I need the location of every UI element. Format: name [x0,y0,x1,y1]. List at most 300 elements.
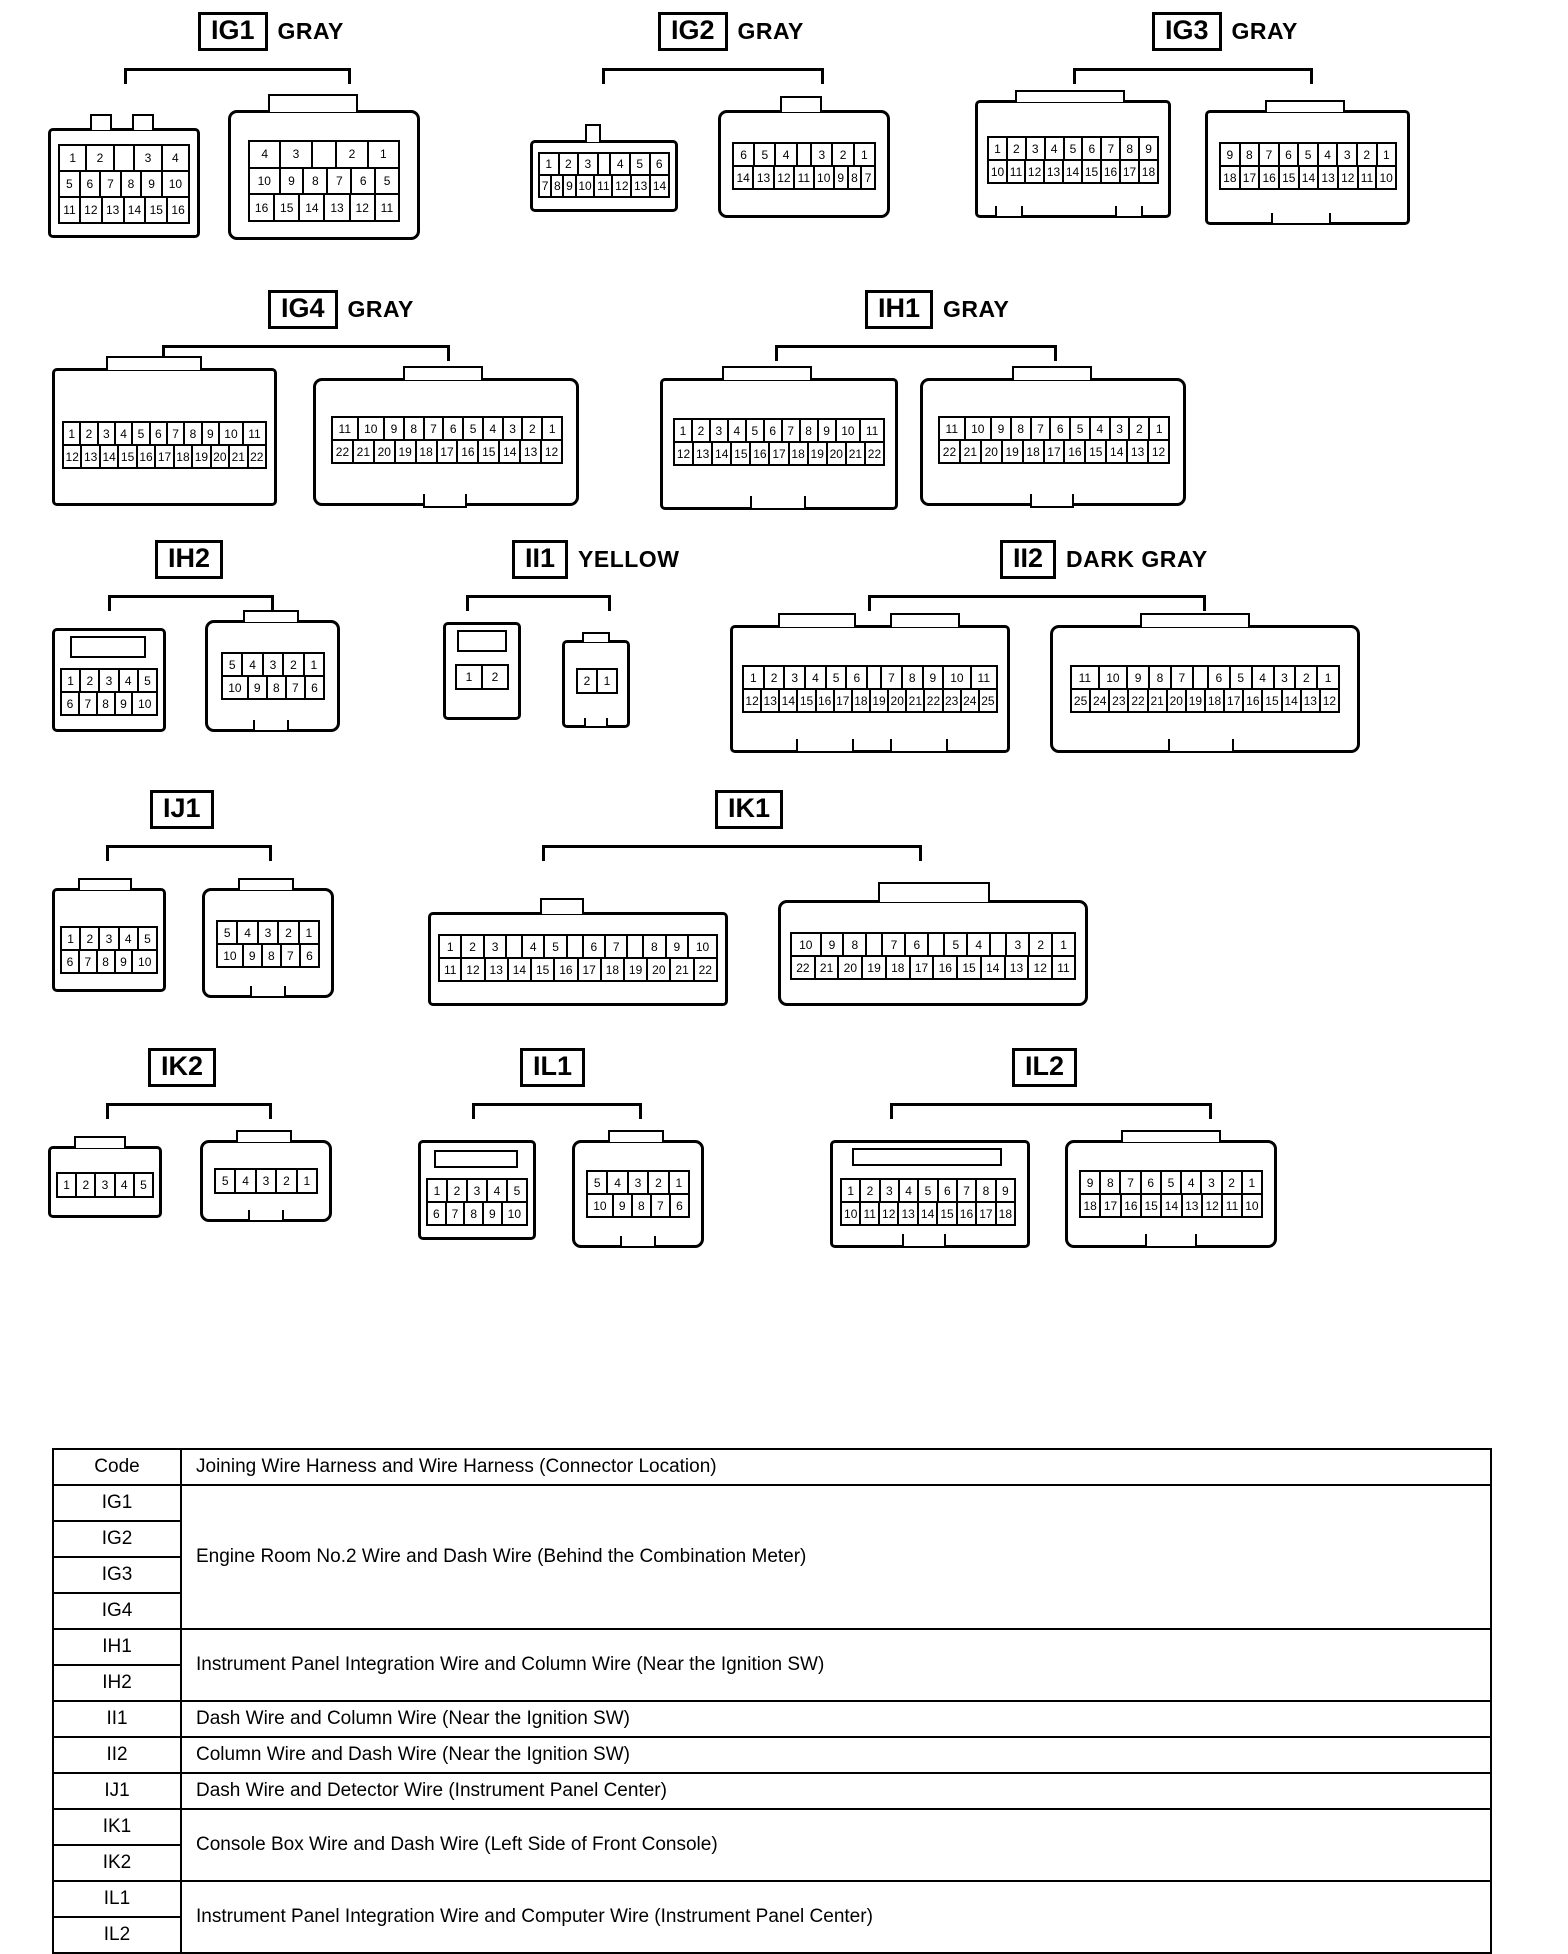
pin-cell: 11 [859,420,883,441]
pin-cell: 19 [1001,441,1022,462]
pin-cell: 8 [975,1180,994,1201]
pin-row [734,144,874,165]
pin-cell: 17 [1119,161,1138,182]
pin-cell: 20 [210,446,228,467]
pin-cell: 5 [543,936,565,957]
pin-cell: 8 [550,176,562,196]
code-box-ii1: II1 [512,540,568,579]
pin-cell: 2 [691,420,709,441]
latch-tab [1140,613,1250,627]
pin-grid-ih2-right [221,652,325,700]
pin-cell: 25 [1073,693,1088,708]
pin-cell: 9 [817,420,835,441]
pin-row [60,146,188,170]
pin-cell: 14 [917,1203,936,1224]
pin-cell: 16 [956,1203,975,1224]
pin-cell: 15 [1278,167,1298,188]
pin-cell: 13 [519,441,540,462]
mount-tab [796,739,854,753]
pin-cell: 10 [501,1203,526,1224]
pin-row [440,936,716,957]
pin-row [58,1174,152,1196]
pin-cell: 4 [609,154,629,174]
pin-cell: 20 [646,959,669,980]
latch-tab [608,1130,664,1142]
pin-cell: 5 [65,177,73,191]
pin-cell: 20 [1166,690,1185,711]
pin-cell: 14 [99,446,117,467]
pin-cell: 19 [394,441,415,462]
pin-cell: 19 [1185,690,1204,711]
row-code: IG1 [53,1485,181,1521]
pin-cell-blank [989,934,1005,955]
pin-cell: 1 [679,423,687,438]
table-row [53,1809,1491,1845]
pin-cell: 9 [820,934,843,955]
pin-cell: 22 [693,959,716,980]
pin-cell: 6 [649,154,669,174]
pin-cell-blank [505,936,521,957]
pin-cell: 12 [65,449,79,464]
pin-cell: 10 [1375,167,1395,188]
pin-cell: 11 [593,176,611,196]
pin-cell: 2 [859,1180,878,1201]
pin-cell: 9 [612,1195,631,1216]
pin-cell: 22 [864,443,883,464]
row-description: Engine Room No.2 Wire and Dash Wire (Behind the Combination Meter) [181,1485,1491,1629]
latch-tab [722,366,812,380]
pin-cell: 3 [466,1180,486,1201]
mount-tab [1115,206,1143,218]
row-code: IK2 [53,1845,181,1881]
latch-tab [890,613,960,627]
row-description: Dash Wire and Detector Wire (Instrument Panel Center) [181,1773,1491,1809]
table-row [53,1629,1491,1665]
pin-cell: 16 [456,441,477,462]
pin-grid-ih2-left [60,668,158,716]
pin-cell: 17 [768,443,787,464]
pin-cell: 10 [813,167,833,188]
pin-cell: 8 [642,936,664,957]
pin-cell: 1 [1376,144,1396,165]
connector-ig3-left [975,100,1171,218]
row-code: IK1 [53,1809,181,1845]
pin-cell: 5 [593,1175,601,1190]
mount-tab [1271,213,1331,225]
pin-grid-il2-right [1079,1170,1263,1218]
pin-cell: 3 [783,667,804,688]
pin-row [223,675,323,698]
pin-cell: 6 [1207,667,1229,688]
pin-cell: 2 [75,1174,94,1196]
pin-cell: 9 [1226,147,1234,162]
pin-cell: 1 [994,141,1001,156]
row-description: Column Wire and Dash Wire (Near the Ignition SW) [181,1737,1491,1773]
latch-tab [132,114,154,130]
pin-cell: 2 [481,666,507,688]
pin-cell: 13 [752,167,772,188]
code-box-il1: IL1 [520,1048,585,1087]
pin-cell: 12 [773,167,793,188]
latch-tab [778,613,856,627]
pin-cell: 7 [880,667,901,688]
pin-cell: 1 [847,1183,854,1198]
pin-cell: 3 [279,142,310,167]
pin-cell: 14 [1298,167,1318,188]
pin-cell: 9 [247,677,266,698]
pin-cell: 16 [932,957,956,978]
pin-cell: 6 [299,945,318,966]
pin-cell: 1 [298,922,318,943]
pin-cell: 13 [897,1203,916,1224]
pin-row [744,688,996,711]
pin-cell: 14 [507,959,530,980]
pin-cell: 5 [228,657,236,672]
pin-row [540,174,668,196]
pin-cell: 12 [1201,1195,1221,1216]
table-row [53,1773,1491,1809]
pin-cell: 2 [1128,418,1148,439]
pin-cell: 18 [1223,170,1237,185]
row-description: Console Box Wire and Dash Wire (Left Side of Front Console) [181,1809,1491,1881]
pin-cell: 11 [1357,167,1376,188]
pin-cell: 12 [1024,161,1043,182]
pin-cell: 6 [937,1180,956,1201]
pin-cell-blank [1192,667,1207,688]
pin-cell: 18 [851,690,869,711]
pin-cell: 6 [432,1206,440,1221]
pin-cell: 1 [668,1172,688,1193]
pin-cell: 18 [1022,441,1043,462]
pin-cell: 6 [904,934,927,955]
pin-cell: 11 [338,421,352,436]
pin-cell: 18 [1204,690,1223,711]
pin-cell: 10 [1241,1195,1261,1216]
connector-ig2-left [530,140,678,212]
pin-cell: 8 [120,172,141,196]
group-label-ik1 [715,790,793,829]
pin-cell: 1 [367,142,398,167]
pin-cell: 9 [242,945,261,966]
code-box-ih2: IH2 [155,540,223,579]
pin-cell: 5 [133,1174,152,1196]
pin-cell: 18 [995,1203,1014,1224]
group-label-il2 [1012,1048,1087,1087]
connector-il1-right [572,1140,704,1248]
pin-cell: 25 [978,690,996,711]
pin-cell: 3 [1025,138,1044,159]
pin-grid-ii2-left [742,665,998,713]
group-label-ij1 [150,790,224,829]
code-box-ig1: IG1 [198,12,268,51]
pin-cell: 6 [149,423,166,444]
color-label-ih1: GRAY [943,296,1010,322]
pin-cell: 4 [774,144,795,165]
pin-cell: 10 [835,420,860,441]
pin-cell: 10 [844,1206,858,1221]
group-label-ii1 [512,540,679,579]
pin-cell: 16 [553,959,576,980]
pin-cell: 5 [131,423,148,444]
pin-cell: 20 [373,441,394,462]
latch-tab [78,878,132,890]
pin-row [216,1170,316,1192]
code-box-ik1: IK1 [715,790,783,829]
pin-cell: 3 [94,1174,113,1196]
pin-cell: 20 [887,690,905,711]
pin-cell: 9 [995,1180,1014,1201]
pin-cell: 3 [98,928,117,949]
pin-cell-blank [113,146,134,170]
pin-cell: 4 [966,934,989,955]
pin-cell: 15 [530,959,553,980]
pin-cell: 11 [1006,161,1024,182]
pin-cell: 10 [131,951,156,972]
bracket-ih1 [775,345,1057,361]
pin-cell: 19 [869,690,887,711]
pin-cell: 2 [446,1180,466,1201]
pin-cell: 11 [793,167,812,188]
pin-grid-ik1-left [438,934,718,982]
pin-cell: 16 [166,198,188,222]
pin-cell: 7 [956,1180,975,1201]
pin-row [333,418,561,439]
pin-cell: 4 [261,147,269,162]
color-label-ig4: GRAY [347,296,414,322]
pin-row [578,670,616,692]
pin-row [250,167,398,194]
pin-cell: 10 [131,693,156,714]
pin-row [989,138,1157,159]
pin-cell: 12 [1147,441,1168,462]
latch-tab [243,610,299,622]
latch-tab [238,878,294,890]
pin-cell: 24 [960,690,978,711]
pin-cell: 1 [1316,667,1338,688]
table-header-row [53,1449,1491,1485]
pin-cell: 3 [879,1180,898,1201]
pin-row [842,1201,1014,1224]
mount-tab [750,496,806,510]
connector-ii1-left [443,622,521,720]
pin-cell: 4 [1317,144,1337,165]
pin-row [1072,688,1338,711]
pin-grid-ii1-right [576,668,618,694]
pin-cell: 12 [878,1203,897,1224]
pin-row [734,165,874,188]
pin-row [428,1201,526,1224]
pin-cell: 4 [1044,138,1063,159]
latch-tab [1012,366,1092,380]
pin-cell: 1 [63,1178,70,1192]
pin-cell: 15 [1081,161,1100,182]
pin-cell: 13 [1181,1195,1201,1216]
pin-cell: 6 [740,147,747,162]
pin-cell: 4 [161,146,188,170]
pin-grid-ij1-left [60,926,158,974]
pin-cell: 13 [80,446,98,467]
pin-cell: 9 [279,169,303,194]
pin-row [60,196,188,222]
pin-cell: 10 [161,172,188,196]
pin-cell: 6 [66,696,74,711]
pin-cell: 17 [1099,1195,1119,1216]
pin-cell: 10 [687,936,716,957]
pin-row [940,418,1168,439]
code-box-ig2: IG2 [658,12,728,51]
pin-row [440,957,716,980]
pin-cell: 13 [1043,161,1062,182]
pin-cell: 4 [606,1172,626,1193]
pin-cell: 7 [1258,144,1278,165]
pin-cell: 3 [133,146,160,170]
pin-cell: 8 [901,667,922,688]
bracket-ig4 [162,345,450,361]
pin-cell: 2 [460,936,482,957]
latch-tab [268,94,358,112]
pin-cell: 7 [78,693,96,714]
pin-cell: 12 [540,441,561,462]
pin-grid-ih1-left [673,418,885,466]
pin-cell: 21 [959,441,980,462]
pin-cell: 21 [814,957,838,978]
latch-tab [106,356,202,370]
pin-cell: 8 [1099,1172,1119,1193]
pin-cell: 12 [676,446,691,461]
pin-cell: 9 [140,172,161,196]
pin-cell: 21 [669,959,692,980]
code-box-ik2: IK2 [148,1048,216,1087]
pin-cell: 4 [1089,418,1109,439]
pin-cell: 20 [826,443,845,464]
latch-tab [1265,100,1345,112]
pin-cell: 10 [228,680,242,695]
bracket-ig1 [124,68,351,84]
pin-cell: 6 [845,667,866,688]
pin-cell: 5 [506,1180,526,1201]
pin-cell: 7 [280,945,299,966]
pin-cell: 3 [483,936,505,957]
pin-cell: 13 [630,176,649,196]
pin-cell: 8 [463,1203,482,1224]
group-label-ig1 [198,12,344,51]
pin-grid-ih1-right [938,416,1170,464]
pin-grid-ii2-right [1070,665,1340,713]
pin-cell: 1 [68,426,75,441]
pin-row [333,439,561,462]
pin-cell: 2 [282,654,302,675]
pin-cell: 3 [255,1170,275,1192]
pin-cell: 12 [1027,957,1051,978]
pin-grid-ig3-right [1219,142,1397,190]
mount-tab [1168,739,1234,753]
pin-cell: 8 [266,677,285,698]
pin-cell: 7 [881,934,904,955]
row-description: Instrument Panel Integration Wire and Computer Wire (Instrument Panel Center) [181,1881,1491,1953]
pin-row [64,423,265,444]
pin-cell: 16 [1120,1195,1140,1216]
pin-cell: 20 [837,957,861,978]
pin-cell: 7 [1119,1172,1139,1193]
pin-cell: 11 [945,421,959,436]
pin-cell: 22 [942,444,957,459]
pin-cell: 10 [964,418,990,439]
latch-tab [852,1148,1002,1166]
row-code: IG4 [53,1593,181,1629]
pin-cell-blank [566,936,582,957]
pin-cell: 7 [1170,667,1192,688]
pin-cell: 13 [101,198,123,222]
pin-cell: 15 [796,690,814,711]
group-label-ig4 [268,290,414,329]
code-description-table [52,1448,1492,1954]
pin-cell: 19 [623,959,646,980]
pin-cell: 9 [482,1203,501,1224]
pin-cell: 9 [1138,138,1157,159]
pin-cell: 1 [545,157,553,171]
pin-cell: 23 [942,690,960,711]
mount-tab [584,718,608,728]
pin-cell: 2 [335,142,366,167]
pin-cell: 19 [861,957,885,978]
pin-cell: 5 [753,144,774,165]
pin-cell: 12 [79,198,101,222]
pin-cell: 3 [627,1172,647,1193]
pin-cell: 3 [577,154,597,174]
pin-cell: 16 [815,690,833,711]
pin-cell: 12 [1337,167,1357,188]
header-code: Code [53,1449,181,1485]
code-box-ij1: IJ1 [150,790,214,829]
pin-cell: 14 [778,690,796,711]
pin-cell-blank [927,934,943,955]
mount-tab [250,986,286,998]
mount-tab [423,494,467,508]
pin-row [62,691,156,714]
group-label-ii2 [1000,540,1208,579]
pin-cell: 13 [1317,167,1337,188]
pin-cell: 15 [273,195,298,220]
pin-cell: 13 [1126,441,1147,462]
pin-cell: 2 [558,154,578,174]
pin-cell: 17 [436,441,457,462]
pin-grid-ig3-left [987,136,1159,184]
pin-grid-ig4-right [331,416,563,464]
pin-cell: 8 [1010,418,1030,439]
pin-cell: 9 [1086,1175,1094,1190]
pin-grid-ig4-left [62,421,267,469]
pin-cell: 22 [1127,690,1146,711]
pin-cell: 5 [745,420,763,441]
pin-cell: 6 [1049,418,1069,439]
bracket-ik1 [542,845,922,861]
pin-cell: 12 [1319,690,1338,711]
pin-cell: 18 [600,959,623,980]
pin-cell: 9 [201,423,218,444]
code-box-ig4: IG4 [268,290,338,329]
pin-grid-ik2-right [214,1168,318,1194]
row-code: IL2 [53,1917,181,1953]
pin-cell: 2 [275,1170,295,1192]
pin-row [792,934,1074,955]
pin-cell: 8 [261,945,280,966]
latch-tab [90,114,112,130]
pin-row [940,439,1168,462]
pin-cell: 16 [1100,161,1119,182]
pin-row [62,949,156,972]
pin-row [588,1172,688,1193]
pin-row [218,943,318,966]
